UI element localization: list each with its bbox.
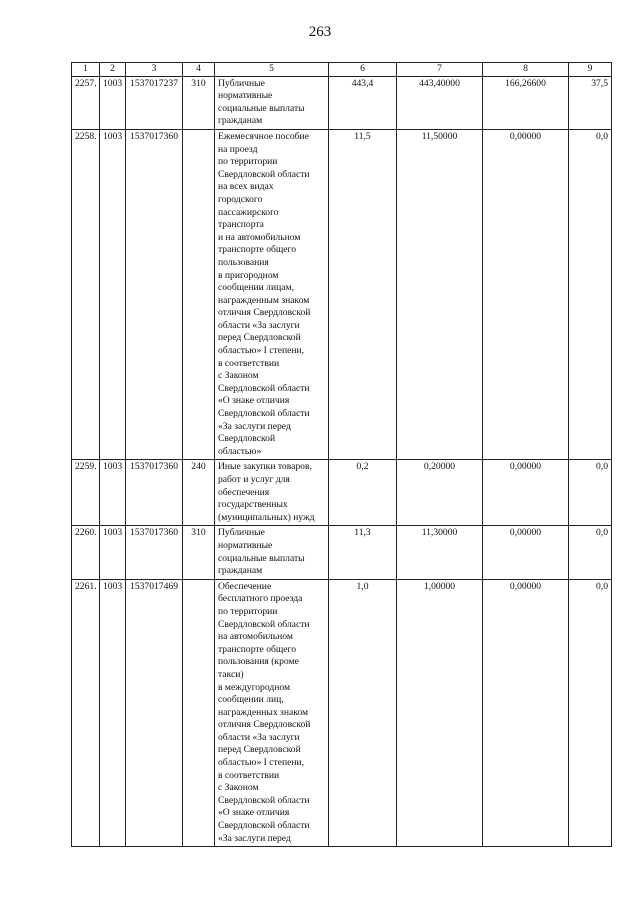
value-col-6: 11,3 [329,526,397,579]
target-article-code: 1537017360 [126,129,183,459]
table-row [72,129,612,459]
value-col-8: 0,00000 [483,129,569,459]
value-col-7: 0,20000 [397,460,483,526]
column-header-9: 9 [569,63,612,77]
item-name: Публичные нормативные социальные выплаты гражданам [215,76,329,129]
item-name: Иные закупки товаров, работ и услуг для обеспечения государственных (муниципальных) нужд [215,460,329,526]
target-article-code: 1537017360 [126,526,183,579]
column-header-1: 1 [72,63,100,77]
value-col-7: 11,30000 [397,526,483,579]
table-row [72,460,612,526]
value-col-8: 0,00000 [483,579,569,846]
section-code: 1003 [100,460,126,526]
section-code: 1003 [100,76,126,129]
value-col-6: 0,2 [329,460,397,526]
value-col-7: 443,40000 [397,76,483,129]
column-header-6: 6 [329,63,397,77]
value-col-6: 11,5 [329,129,397,459]
value-col-7: 1,00000 [397,579,483,846]
item-name: Публичные нормативные социальные выплаты гражданам [215,526,329,579]
value-col-7: 11,50000 [397,129,483,459]
budget-table [71,62,612,847]
section-code: 1003 [100,526,126,579]
section-code: 1003 [100,129,126,459]
expense-type-code [183,579,215,846]
table-row [72,76,612,129]
item-name: Ежемесячное пособие на проезд по территории Свердловской области на всех видах городского пассажирского транспорта и на автомобильном транспорте общего пользования в пригородном сообщении лицам, награжденным знаком отличия Свердловской области «За заслуги перед Свердловской областью» I степени, в соответствии с Законом Свердловской области «О знаке отличия Свердловской области «За заслуги перед Свердловской областью» [215,129,329,459]
percent-col-9: 0,0 [569,129,612,459]
percent-col-9: 0,0 [569,579,612,846]
expense-type-code: 240 [183,460,215,526]
percent-col-9: 0,0 [569,526,612,579]
column-header-3: 3 [126,63,183,77]
row-number: 2257. [72,76,100,129]
percent-col-9: 37,5 [569,76,612,129]
column-header-7: 7 [397,63,483,77]
row-number: 2258. [72,129,100,459]
row-number: 2261. [72,579,100,846]
row-number: 2259. [72,460,100,526]
column-header-2: 2 [100,63,126,77]
section-code: 1003 [100,579,126,846]
value-col-6: 1,0 [329,579,397,846]
column-header-8: 8 [483,63,569,77]
expense-type-code: 310 [183,526,215,579]
expense-type-code [183,129,215,459]
value-col-6: 443,4 [329,76,397,129]
percent-col-9: 0,0 [569,460,612,526]
value-col-8: 0,00000 [483,460,569,526]
item-name: Обеспечение бесплатного проезда по территории Свердловской области на автомобильном транспорте общего пользования (кроме такси) в междугородном сообщении лиц, награжденных знаком отличия Свердловской области «За заслуги перед Свердловской областью» I степени, в соответствии с Законом Свердловской области «О знаке отличия Свердловской области «За заслуги перед [215,579,329,846]
header-row [72,63,612,77]
table-row [72,526,612,579]
target-article-code: 1537017237 [126,76,183,129]
table-row [72,579,612,846]
expense-type-code: 310 [183,76,215,129]
column-header-5: 5 [215,63,329,77]
target-article-code: 1537017469 [126,579,183,846]
page-number: 263 [308,24,332,40]
row-number: 2260. [72,526,100,579]
target-article-code: 1537017360 [126,460,183,526]
value-col-8: 0,00000 [483,526,569,579]
column-header-4: 4 [183,63,215,77]
value-col-8: 166,26600 [483,76,569,129]
